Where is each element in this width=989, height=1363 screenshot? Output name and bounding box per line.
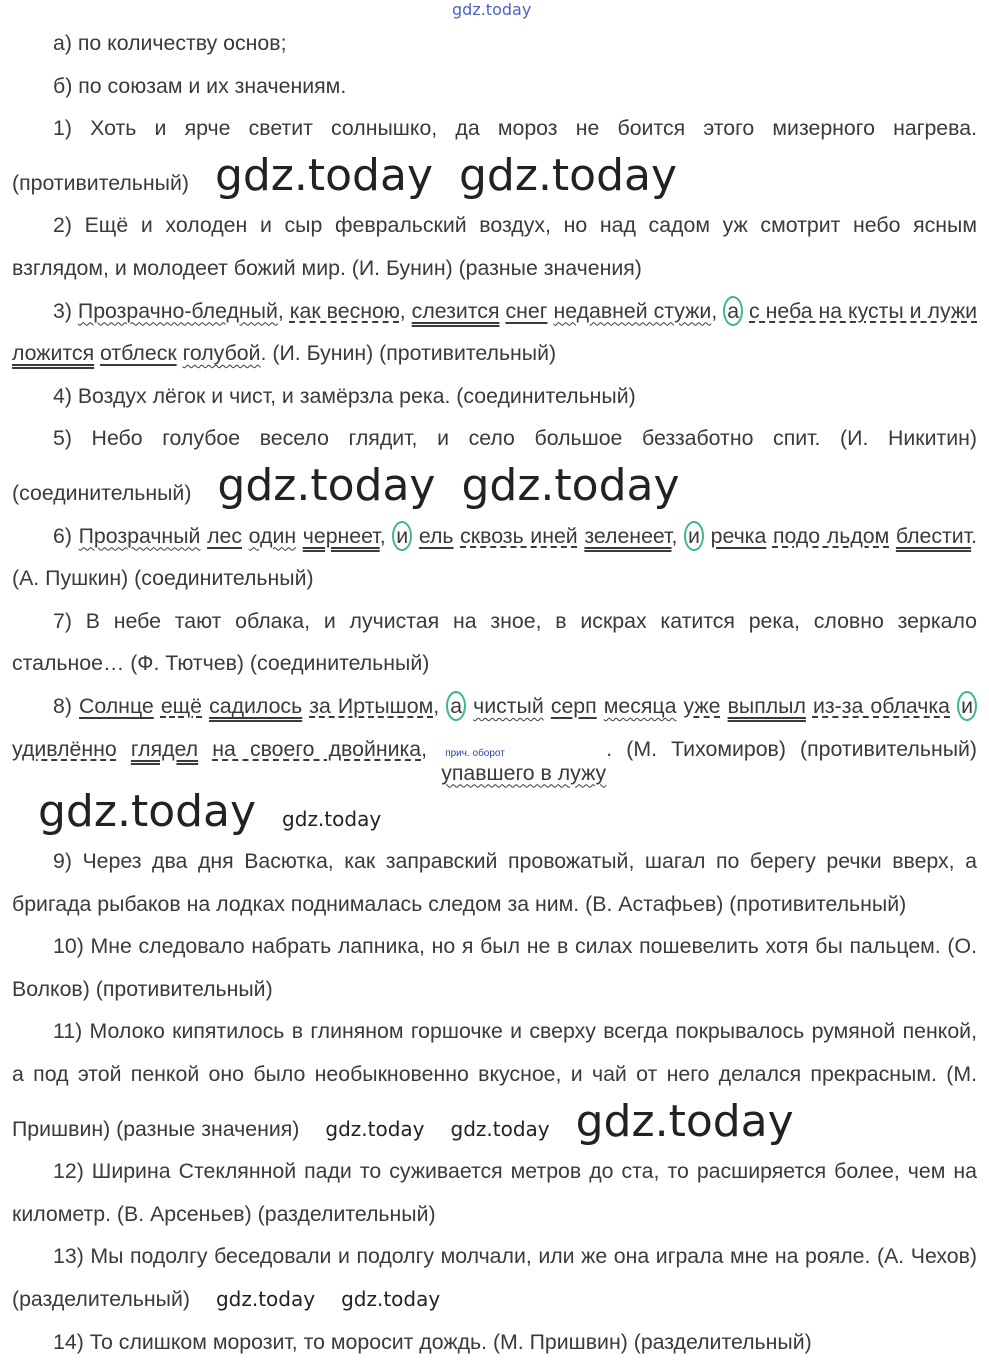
adverbial-underline	[290, 299, 400, 323]
adverbial-underline	[684, 694, 721, 718]
segment-text: за Иртышом	[309, 693, 434, 718]
answer-paragraph	[12, 290, 977, 375]
segment-text: недавней стужи	[553, 298, 712, 323]
text-segment	[950, 694, 957, 718]
segment-text: 5) Небо голубое весело глядит, и село большое беззаботно спит. (И. Никитин) (соединительный)	[12, 426, 977, 505]
intro-line: а) по количеству основ;	[53, 31, 287, 55]
text-segment	[606, 737, 977, 761]
answer-paragraph	[12, 925, 977, 1010]
segment-text: блестит	[895, 523, 972, 548]
subject-underline	[505, 299, 547, 323]
answer-paragraph	[12, 204, 977, 289]
segment-text: один	[248, 523, 297, 548]
attribute-underline	[79, 524, 201, 548]
segment-text: зеленеет	[584, 523, 672, 548]
attribute-underline	[78, 299, 278, 323]
segment-text	[154, 694, 161, 718]
segment-text	[412, 524, 419, 548]
text-segment	[806, 694, 813, 718]
segment-text: ель	[418, 523, 454, 548]
segment-text: из-за облачка	[812, 693, 951, 718]
segment-text: серп	[550, 693, 597, 718]
segment-text	[242, 524, 249, 548]
segment-text: ложится	[12, 341, 95, 366]
segment-text: а	[450, 693, 463, 718]
conjunction-circle	[684, 521, 704, 551]
text-segment	[12, 934, 977, 1001]
watermark: gdz.today	[215, 1287, 316, 1312]
adverbial-underline	[813, 694, 950, 718]
segment-text	[889, 524, 896, 548]
text-segment	[261, 341, 557, 365]
watermark: gdz.today	[452, 0, 532, 19]
answer-paragraph	[12, 1010, 977, 1150]
segment-text: 13) Мы подолгу беседовали и подолгу молчали, или же она играла мне на рояле. (А. Чехов) (разделительный)	[12, 1244, 977, 1312]
predicate-underline	[412, 299, 500, 323]
text-segment	[711, 299, 723, 323]
segment-text	[198, 737, 212, 761]
watermark: gdz.today	[461, 459, 680, 511]
watermark: gdz.today	[450, 1116, 550, 1141]
text-segment	[421, 737, 441, 761]
text-segment	[412, 524, 419, 548]
segment-text: отблеск	[100, 341, 177, 366]
segment-text: ,	[433, 693, 447, 718]
adverbial-underline	[309, 694, 433, 718]
segment-text: на своего двойника	[212, 736, 422, 761]
text-segment	[400, 299, 412, 323]
predicate-underline	[896, 524, 971, 548]
predicate-underline	[728, 694, 806, 718]
subject-underline	[711, 524, 767, 548]
segment-text: ,	[671, 523, 685, 548]
answer-paragraph	[12, 1321, 977, 1363]
segment-text: 2) Ещё и холоден и сыр февральский воздух, но над садом уж смотрит небо ясным взглядом, и молодеет божий мир. (И. Бунин) (разные значения)	[12, 213, 977, 280]
answer-paragraph	[12, 1235, 977, 1320]
text-segment	[53, 524, 79, 548]
predicate-underline	[303, 524, 380, 548]
text-segment	[53, 299, 78, 323]
subject-underline	[419, 524, 454, 548]
text-segment	[671, 524, 684, 548]
segment-text: 8)	[53, 693, 79, 718]
answer-paragraph	[12, 515, 977, 600]
segment-text	[544, 694, 551, 718]
predicate-underline	[12, 341, 94, 365]
attribute-underline	[604, 694, 677, 718]
segment-text: 1) Хоть и ярче светит солнышко, да мороз не боится этого мизерного нагрева. (противительный)	[12, 116, 977, 195]
watermark: gdz.today	[341, 1287, 441, 1312]
intro-line: б) по союзам и их значениям.	[53, 73, 347, 98]
segment-text	[296, 524, 303, 548]
segment-text: чернеет	[302, 523, 380, 548]
segment-text	[117, 737, 131, 761]
attribute-underline	[473, 694, 544, 718]
watermark: gdz.today	[217, 459, 436, 511]
segment-text: голубой	[182, 341, 261, 366]
text-segment	[12, 849, 977, 916]
segment-text: удивлённо	[12, 736, 117, 761]
conjunction-circle	[957, 691, 977, 721]
adverbial-underline	[161, 694, 202, 718]
adverbial-underline	[460, 524, 578, 548]
answer-paragraph	[12, 375, 977, 418]
text-segment	[544, 694, 551, 718]
text-segment	[597, 694, 604, 718]
segment-text: упавшего в лужу	[441, 760, 607, 785]
segment-text	[766, 524, 773, 548]
segment-text	[806, 694, 813, 718]
segment-text: чистый	[473, 693, 544, 718]
text-segment	[380, 524, 393, 548]
attribute-underline	[553, 299, 711, 323]
predicate-underline	[584, 524, 671, 548]
segment-text: Солнце	[79, 693, 154, 718]
segment-text: а	[727, 298, 740, 323]
segment-text: лес	[207, 523, 242, 548]
segment-text: Прозрачный	[78, 523, 201, 548]
segment-text: и	[396, 523, 409, 548]
watermark: gdz.today	[575, 1095, 794, 1147]
segment-text: подо льдом	[772, 523, 890, 548]
segment-text: с неба на кусты и лужи	[749, 298, 977, 323]
adverbial-underline	[749, 299, 977, 323]
segment-text: месяца	[603, 693, 677, 718]
answer-paragraph	[12, 600, 977, 685]
segment-text: и	[961, 693, 973, 718]
text-segment	[12, 1244, 977, 1311]
subject-underline	[551, 694, 597, 718]
text-segment	[296, 524, 303, 548]
segment-text	[704, 524, 711, 548]
text-segment	[12, 213, 977, 280]
answer-paragraph	[12, 107, 977, 204]
attribute-underline	[183, 341, 261, 365]
segment-text: Прозрачно-бледный	[77, 298, 278, 323]
text-segment	[12, 609, 977, 676]
subject-underline	[100, 341, 177, 365]
text-segment	[12, 1159, 977, 1226]
answer-paragraph	[12, 840, 977, 925]
text-segment	[198, 737, 212, 761]
watermark: gdz.today	[38, 785, 257, 837]
segment-text: 7) В небе тают облака, и лучистая на зное, в искрах катится река, словно зеркало стальное… (Ф. Тютчев) (соединительный)	[12, 608, 977, 676]
segment-text: 4) Воздух лёгок и чист, и замёрзла река. (соединительный)	[53, 383, 636, 408]
watermark: gdz.today	[458, 149, 678, 201]
predicate-underline	[209, 694, 302, 718]
answer-paragraph	[12, 1150, 977, 1235]
text-segment	[278, 299, 290, 323]
watermark: gdz.today	[214, 149, 433, 201]
text-segment	[242, 524, 249, 548]
conjunction-circle	[392, 521, 412, 551]
segment-text	[721, 694, 728, 718]
grammar-note: прич. оборот	[445, 747, 505, 759]
segment-text: ,	[379, 523, 393, 548]
adverbial-underline	[12, 737, 117, 761]
text-segment	[117, 737, 131, 761]
segment-text: снег	[505, 298, 548, 323]
adverbial-underline	[212, 737, 421, 761]
answer-paragraph	[12, 685, 977, 840]
text-segment	[154, 694, 161, 718]
segment-text	[950, 694, 957, 718]
segment-text: . (И. Бунин) (противительный)	[260, 341, 557, 366]
text-segment	[721, 694, 728, 718]
segment-text: ,	[421, 736, 442, 761]
watermark: gdz.today	[325, 1116, 425, 1141]
adverbial-underline	[773, 524, 889, 548]
text-segment	[53, 384, 636, 408]
segment-text: сквозь иней	[460, 523, 578, 548]
segment-text: глядел	[130, 736, 199, 761]
segment-text: и	[688, 523, 700, 548]
answers-list	[12, 107, 977, 1363]
text-segment	[53, 694, 79, 718]
subject-underline	[207, 524, 242, 548]
segment-text: 10) Мне следовало набрать лапника, но я был не в силах пошевелить хотя бы пальцем. (О. Волков) (противительный)	[12, 934, 977, 1001]
segment-text: садилось	[209, 693, 303, 718]
segment-text: 12) Ширина Стеклянной пади то суживается метров до ста, то расширяется более, чем на километр. (В. Арсеньев) (разделительный)	[12, 1159, 977, 1226]
text-segment	[889, 524, 896, 548]
segment-text: ,	[399, 298, 412, 323]
text-segment	[766, 524, 773, 548]
text-segment	[704, 524, 711, 548]
attribute-underline	[249, 524, 296, 548]
answer-paragraph	[12, 417, 977, 514]
text-segment	[676, 694, 683, 718]
text-segment	[53, 1330, 812, 1354]
document-body	[12, 0, 977, 1363]
segment-text: 6)	[53, 523, 79, 548]
conjunction-circle	[446, 691, 466, 721]
conjunction-circle	[723, 296, 743, 326]
segment-text: выплыл	[727, 693, 806, 718]
segment-text: 14) То слишком морозит, то моросит дождь. (М. Пришвин) (разделительный)	[53, 1329, 812, 1354]
segment-text: ,	[277, 298, 290, 323]
watermark: gdz.today	[282, 806, 382, 831]
segment-text: ,	[711, 298, 724, 323]
segment-text: речка	[710, 523, 767, 548]
attribute-underline	[441, 748, 606, 786]
predicate-underline	[131, 737, 198, 761]
segment-text	[676, 694, 683, 718]
segment-text: 9) Через два дня Васютка, как заправский провожатый, шагал по берегу речки вверх, а бригада рыбаков на лодках поднималась следом за ним. (В. Астафьев) (противительный)	[12, 849, 977, 916]
segment-text: уже	[683, 693, 721, 718]
subject-underline	[79, 694, 154, 718]
segment-text: . (М. Тихомиров) (противительный)	[606, 736, 977, 761]
segment-text: как весною	[289, 298, 400, 323]
segment-text: слезится	[411, 298, 500, 323]
segment-text: . (А. Пушкин) (соединительный)	[12, 523, 978, 591]
segment-text	[597, 694, 604, 718]
text-segment	[433, 694, 446, 718]
segment-text: ещё	[160, 693, 203, 718]
segment-text: 11) Молоко кипятилось в глиняном горшочке и сверху всегда покрывалось румяной пенкой, а под этой пенкой оно было необыкновенно вкусное, и чай от него делался прекрасным. (М. Пришвин) (разные значения)	[12, 1019, 977, 1141]
segment-text: 3)	[53, 298, 78, 323]
